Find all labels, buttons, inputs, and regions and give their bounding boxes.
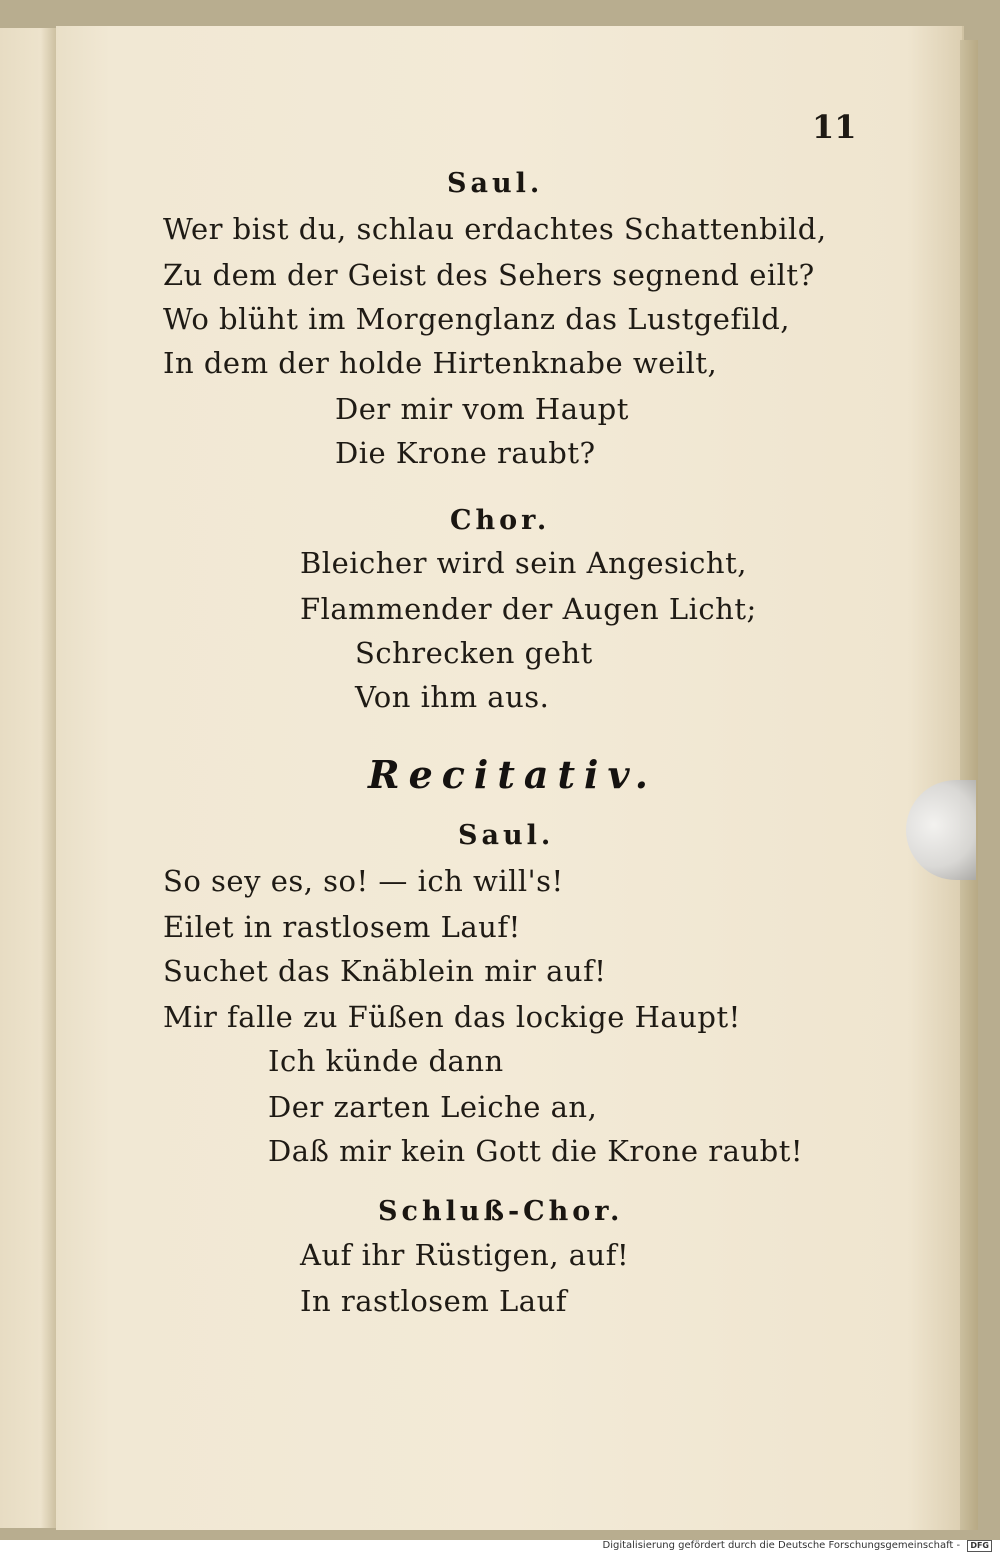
- speaker-heading-schluss-chor: Schluß-Chor.: [378, 1196, 624, 1227]
- verse-line: So sey es, so! — ich will's!: [163, 864, 564, 898]
- digitization-footer: [0, 1540, 1000, 1555]
- verse-line: In rastlosem Lauf: [300, 1284, 567, 1318]
- verse-line: Von ihm aus.: [355, 680, 550, 714]
- verse-line: Daß mir kein Gott die Krone raubt!: [268, 1134, 804, 1168]
- verse-line: Bleicher wird sein Angesicht,: [300, 546, 747, 580]
- verse-line: Ich künde dann: [268, 1044, 504, 1078]
- section-heading-recitativ: Recitativ.: [368, 752, 657, 797]
- verse-line: Auf ihr Rüstigen, auf!: [300, 1238, 630, 1272]
- verse-line: Der zarten Leiche an,: [268, 1090, 598, 1124]
- verse-line: Schrecken geht: [355, 636, 593, 670]
- page-number: 11: [812, 108, 857, 146]
- previous-page-edge: [0, 28, 58, 1528]
- verse-line: Der mir vom Haupt: [335, 392, 629, 426]
- verse-line: Wer bist du, schlau erdachtes Schattenbild,: [163, 212, 827, 246]
- footer-credit: [603, 1540, 993, 1552]
- speaker-heading-chor: Chor.: [450, 505, 551, 536]
- verse-line: Die Krone raubt?: [335, 436, 596, 470]
- verse-line: Wo blüht im Morgenglanz das Lustgefild,: [163, 302, 791, 336]
- verse-line: In dem der holde Hirtenknabe weilt,: [163, 346, 718, 380]
- verse-line: Mir falle zu Füßen das lockige Haupt!: [163, 1000, 741, 1034]
- verse-line: Suchet das Knäblein mir auf!: [163, 954, 607, 988]
- verse-line: Eilet in rastlosem Lauf!: [163, 910, 521, 944]
- speaker-heading-saul: Saul.: [447, 168, 544, 199]
- verse-line: Flammender der Augen Licht;: [300, 592, 757, 626]
- speaker-heading-saul: Saul.: [458, 820, 555, 851]
- verse-line: Zu dem der Geist des Sehers segnend eilt?: [163, 258, 815, 292]
- dfg-logo: DFG: [967, 1540, 992, 1552]
- footer-credit-text: Digitalisierung gefördert durch die Deutsche Forschungsgemeinschaft -: [602, 1540, 961, 1551]
